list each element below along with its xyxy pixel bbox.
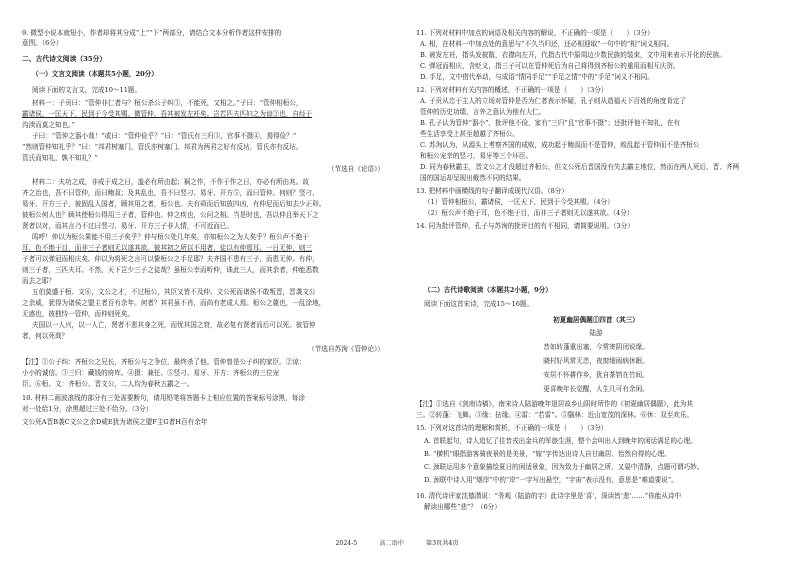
material-2-line: 五伯莫盛于桓、文⑥，文公之才，不过桓公，其臣又皆不及仲。文公死而诸侯不敢叛晋，晋袭文公	[32, 288, 316, 296]
question-10-sequence: 文公死A晋B袭C文公之余D威E犹为诸侯之盟F主G者H百有余年	[22, 418, 208, 426]
material-2-line: 呜呼！仲以为桓公果能不用三子矣乎？仲与桓公处几年矣，亦知桓公之为人矣乎？桓公声不绝于	[32, 233, 309, 241]
material-2-line: 无惑也，彼独恃一管仲，而仲则死矣。	[22, 310, 135, 318]
question-14: 14. 同为批评管仲，孔子与苏洵的批评目的有不相同，请简要说明。（3分）	[416, 222, 634, 230]
footer-date: 2024-5	[335, 540, 358, 547]
option-line: D. 同为春秋霸主，晋文公之才没超过齐桓公，但文公死后晋国没有失去霸主地位，然而在两人死后，晋、齐两	[420, 163, 740, 171]
option-line: 国的国运却呈现出截然不同的结果。	[420, 174, 526, 182]
material-2-line: 之余威，犹得为诸侯之盟主者百有余年。何者？其君虽不肖，而尚有老成人焉。桓公之薨也，一乱涂地，	[22, 299, 326, 307]
question-13: 13. 把材料中画横线的句子翻译成现代汉语。（8分）	[416, 187, 568, 195]
question-12: 12. 下列对材料有关内容的概述，不正确的一项是（ ）（3分）	[416, 86, 608, 94]
question-11: 11. 下列对材料中加点的词语及相关内容的解说，不正确的一项是（ ）（3分）	[416, 29, 654, 37]
poem-line: 晓村好风常无恙，夜窗细雨病休眠。	[543, 357, 649, 365]
option-line: A. 子贡从忠于主人的立场对管仲是否为仁者表示怀疑，孔子则从造福天下百姓的角度肯定了	[420, 97, 687, 105]
material-1-line: 霸诸侯，一匡天下，民到于今受其赐。微管仲，吾其被发左衽矣。岂若匹夫匹妇之为谅②也，自经于	[22, 110, 313, 118]
question-15: 15. 下列对这首诗的理解和赏析，不正确的一项是（ ）（3分）	[416, 424, 608, 432]
subsection-heading: （一）文言文阅读（本题共5小题，20分）	[32, 70, 158, 78]
option-line: 管仲的历史功绩，言外之意认为他有大仁。	[420, 108, 546, 116]
option-line: B. 被发左衽，指头发披散，衣襟向左开，代指古代中原周边少数民族的装束，文中用来表示开化的民族。	[420, 51, 726, 59]
poem-line: 安居不怀耕作乡，犹自茶铛在竹间。	[543, 371, 649, 379]
question-16: 16. 清代诗评家沈德潜说：“务观（陆游的字）此诗字里是‘喜’，深读皆‘悲’……”你能从诗中	[416, 492, 682, 500]
option-line: 和桓公宠幸的竖刁、易牙等三个坏臣。	[420, 152, 533, 160]
option-line: D. 颈联中诗人用“烟岸”中的“岸”一宇写出悬空，“宇宙”表示没有，意思是“难道要说”。	[424, 476, 678, 484]
option-line: 些生活享受上甚至超越了齐桓公。	[420, 130, 519, 138]
material-1-line: 子曰：“管仲之器小哉！”或曰：“管仲俭乎？”曰：“管氏有三归③，官事不摄④，焉得俭？”	[32, 132, 297, 140]
annotation-line: 【注】①公子纠：齐桓公之兄长，齐桓公与之争位，最终杀了他。管仲曾是公子纠的家臣。②谅：	[22, 358, 306, 366]
option-line: A. 相，在材料一中加点处的意思与“不久当归还，还必相迎取”一句中的“相”词义相同。	[420, 40, 674, 48]
question-16-line2: 解读出哪些“悲”？（6分）	[424, 503, 501, 511]
question-10-line2: 对一处给1分，涂黑超过三处不给分。（3分）	[22, 405, 153, 413]
material-2-line: 而去之耶？	[22, 277, 55, 285]
subsection-heading: （二）古代诗歌阅读（本题共2小题，9分）	[424, 286, 552, 294]
material-2-line: 齐之治也，吾不曰管仲，而曰鲍叔；及其乱也，吾不曰竖刁、易牙、开方⑤，而曰管仲。何则？竖刁、	[22, 189, 319, 197]
annotation-line: 臣。⑥桓、文：齐桓公、晋文公，二人均为春秋五霸之一。	[22, 380, 194, 388]
translation-item: （2）桓公声不绝于耳，色不绝于目，而非三子者则无以遂其欲。（4分）	[424, 209, 634, 217]
poem-line: 昔如转蓬重出塞，今常寄阴闭说缘。	[543, 343, 649, 351]
question-9-line2: 意图。（6分）	[22, 39, 63, 47]
material-2-line: 材料二：夫功之成，非成于成之日，盖必有所由起；祸之作，不作于作之日，亦必有所由兆。故	[32, 178, 309, 186]
material-2-line: 夫国以一人兴，以一人亡，贤者不悲其身之死，而忧其国之衰，故必复有贤者而后可以死。彼管仲	[32, 321, 316, 329]
question-9: 9. 微型小说本就短小，作者却将其分成“上”“下”两部分，请结合文本分析作者这样安排的	[22, 29, 282, 37]
option-line: C. 颈联运用多个意象描绘夏日的闲适景象，因为致力于幽居之所，又晏中清静，点题可谓巧妙。	[424, 463, 704, 471]
footer-grade: 高二语中	[379, 540, 404, 547]
option-line: B. 孔子认为管仲“器小”，批评他不俭，家有“三归”且“官事不摄”；还批评他不知礼，在有	[420, 119, 681, 127]
poem-line: 更喜晚年长觉醒，人生几可有余闲。	[543, 385, 649, 393]
source-citation: （节选自《论语》）	[327, 165, 384, 173]
material-1-line: 材料一：子贡曰：“管仲非仁者与？桓公杀公子纠①，不能死，又相之。”子曰：“管仲相桓公，	[32, 99, 303, 107]
poem-author: 陆游	[589, 329, 603, 337]
page-footer	[0, 538, 794, 547]
source-citation: （节选自苏洵《管仲论》）	[308, 345, 384, 353]
material-2-line: 耳，色不绝于目，而非三子者则无以遂其欲。彼其初之所以不用者，徒以有仲焉耳。一日无仲，则三	[22, 244, 313, 252]
poem-title: 初夏幽居偶题①四首（其三）	[553, 316, 639, 324]
material-2-line: 则三子者，三匹夫耳。不然，天下岂少三子之徒哉？虽桓公幸而听仲，诛此三人，而其余者，仲能悉数	[22, 266, 319, 274]
material-1-line: “然则管仲知礼乎？”曰：“邦君树塞门，管氏亦树塞门。邦君为两君之好有反坫，管氏亦有反坫。	[22, 143, 303, 151]
option-line: B. “横机”眼指游客骑夜景的是美景，“嫁”字传达出诗人自甘幽居、怡然自得的心理。	[424, 450, 671, 458]
material-2-line: 彼桓公何人也？顾其使桓公得用三子者，管仲也。仲之疾也，公问之相。当是时也，吾以仲且举天下之	[22, 211, 319, 219]
reading-instruction: 阅读下面这首宋诗，完成15～16题。	[424, 300, 534, 308]
option-line: C. 苏洵认为，从源头上考察齐国的成败，成功起于鲍叔而不是管仲，败乱起于管仲而不是齐桓公	[420, 141, 700, 149]
option-line: A. 首联起句，诗人追忆了往昔戎出金兵的军旅生涯，整个会叫出人到晚年的闲话满足的心理。	[424, 437, 697, 445]
option-line: D. 手足，文中借代举动，与成语“情同手足”“手足之情”中的“手足”词义不相同。	[420, 73, 654, 81]
option-line: C. 弹冠而相庆，含贬义，指三子可以在管仲死后为自己将得到齐桓公的重用而相互庆贺。	[420, 62, 680, 70]
material-2-line: 贤者以对，而其言乃不过曰竖刁、易牙、开方三子非人情，不可近而已。	[22, 222, 233, 230]
material-2-line: 子者可以弹冠而相庆矣。仲以为将死之言可以絷桓公之手足耶？夫齐国不患有三子，而患无仲。有仲，	[22, 255, 319, 263]
footer-page-number: 第3页共4页	[425, 540, 459, 547]
poem-annotation: 【注】①选自《剑南诗稿》，南宋诗人陆游晚年退居故乡山阴时所作的《初夏幽居偶题》，此为其	[416, 400, 693, 408]
material-2-line: 易牙、开方三子，彼固乱人国者，顾其用之者，桓公也。夫有舜而后知放四凶，有仲尼而后知去少正卯。	[22, 200, 326, 208]
poem-annotation: 三。②转蓬：飞舞。③缘：拈缘。④雷：“若雷”。⑤翳林：近山宽茂的深林。⑥休：双至欢乐。	[416, 411, 694, 419]
section-heading: 二、古代诗文阅读（35分）	[22, 55, 107, 63]
translation-item: （1）管仲相桓公，霸诸侯，一匡天下，民到于今受其赐。（4分）	[424, 198, 614, 206]
material-2-line: 者，何以死哉？	[22, 332, 69, 340]
question-10: 10. 材料二画波浪线的部分有三处需要断句，请用铅笔将答题卡上相应位置的答案标号涂黑，每涂	[22, 394, 305, 402]
material-1-line: 沟渎而莫之知也。”	[22, 121, 75, 129]
material-1-line: 管氏而知礼，孰不知礼？”	[22, 154, 98, 162]
reading-instruction: 阅读下面的文言文，完成10～11题。	[32, 86, 142, 94]
annotation-line: 小小的诚信。③三归：藏钱的府库。④摄：兼任。⑤竖刁、易牙、开方：齐桓公的三位宠	[22, 369, 280, 377]
